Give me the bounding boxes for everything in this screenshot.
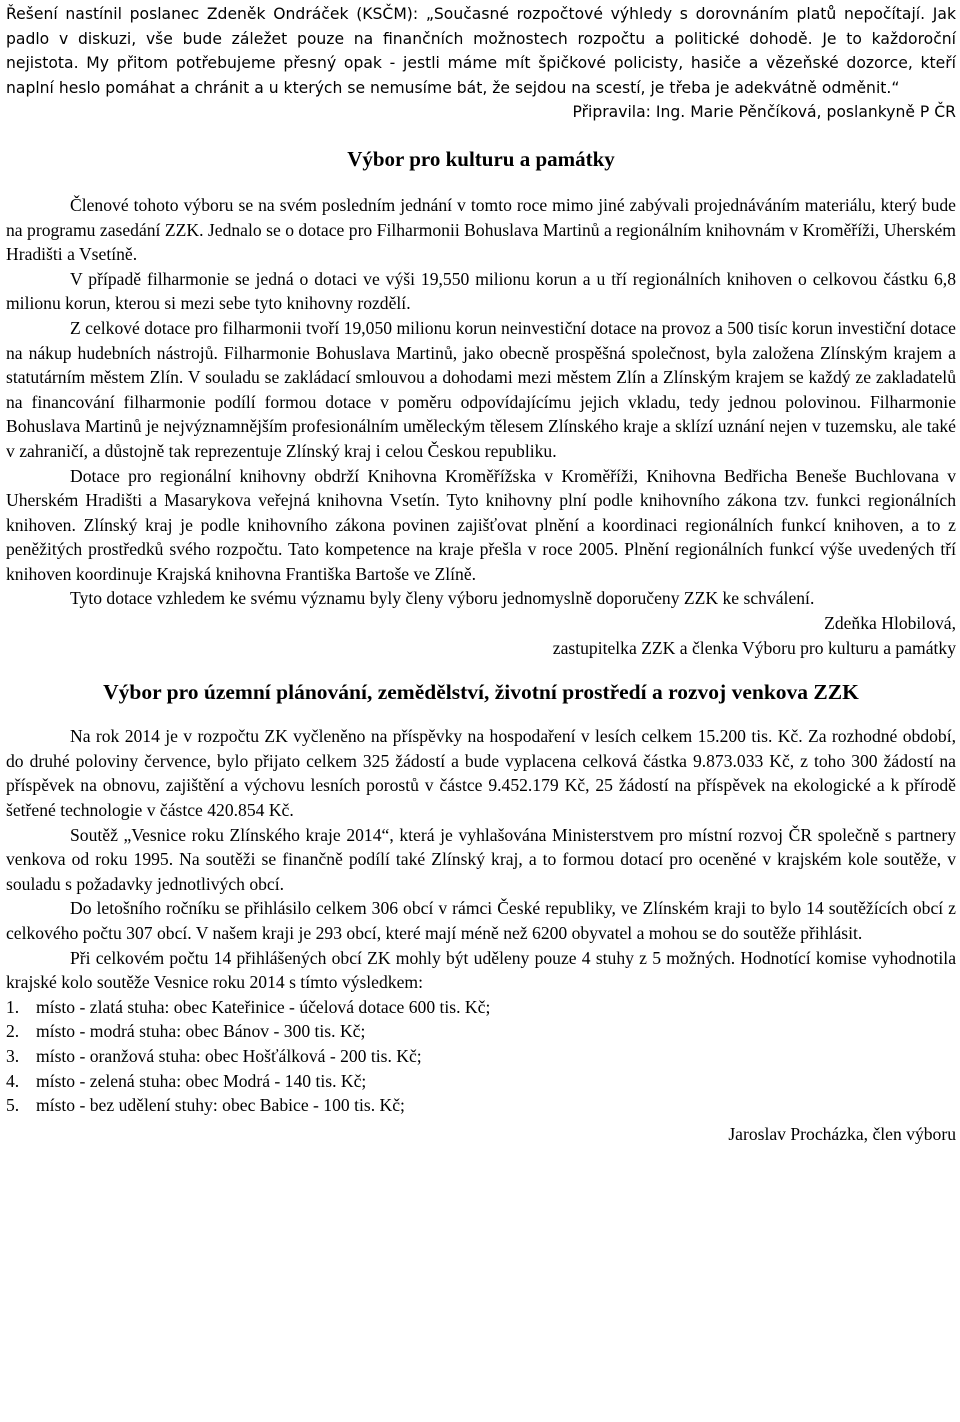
paragraph-budget-quote: Řešení nastínil poslanec Zdeněk Ondráček (KSČM): „Současné rozpočtové výhledy s dorovnáním platů nepočítají. Jak padlo v diskuzi, vše bude záležet pouze na finančních možnostech rozpočtu a politické dohodě. Je to každoroční nejistota. My přitom potřebujeme přesný opak - jestli máme mít špičkové policisty, hasiče a vězeňské dozorce, kteří naplní heslo pomáhat a chránit a u kterých se nemusíme bát, že sejdou na scestí, je třeba je adekvátně odměnit.“ — [6, 5, 956, 97]
list-text: místo - bez udělení stuhy: obec Babice - 100 tis. Kč; — [36, 1095, 405, 1116]
list-text: místo - modrá stuha: obec Bánov - 300 tis. Kč; — [36, 1021, 366, 1042]
list-text: místo - zlatá stuha: obec Kateřinice - účelová dotace 600 tis. Kč; — [36, 996, 491, 1017]
signature-member: Jaroslav Procházka, člen výboru — [728, 1123, 956, 1144]
paragraph: Dotace pro regionální knihovny obdrží Knihovna Kroměřížska v Kroměříži, Knihovna Bedřicha Beneše Buchlovana v Uherském Hradišti a Masarykova veřejná knihovna Vsetín. Tyto knihovny plní podle knihovního zákona tzv. funkci regionálních knihoven. Zlínský kraj je podle knihovního zákona povinen zajišťovat plnění a koordinaci regionálních funkcí knihoven, a to z peněžitých prostředků svého rozpočtu. Tato kompetence na kraje přešla v roce 2005. Plnění regionálních funkcí výše uvedených tří knihoven koordinuje Krajská knihovna Františka Bartoše ve Zlíně. — [6, 465, 956, 584]
author-signature: Připravila: Ing. Marie Pěnčíková, poslankyně P ČR — [572, 103, 956, 122]
paragraph: V případě filharmonie se jedná o dotaci ve výši 19,550 milionu korun a u tří regionálních knihoven o celkovou částku 6,8 milionu korun, kterou si mezi sebe tyto knihovny rozdělí. — [6, 268, 956, 314]
list-item — [6, 995, 956, 1020]
paragraph: Při celkovém počtu 14 přihlášených obcí ZK mohly být uděleny pouze 4 stuhy z 5 možných. Hodnotící komise vyhodnotila krajské kolo soutěže Vesnice roku 2014 s tímto výsledkem: — [6, 947, 956, 993]
list-number: 4. — [6, 1070, 20, 1091]
paragraph: Do letošního ročníku se přihlásilo celkem 306 obcí v rámci České republiky, ve Zlínském kraji to bylo 14 soutěžících obcí z celkového počtu 307 obcí. V našem kraji je 293 obcí, které mají méně než 6200 obyvatel a mohou se do soutěže přihlásit. — [6, 898, 956, 943]
list-item — [6, 1019, 956, 1044]
paragraph: Z celkové dotace pro filharmonii tvoří 19,050 milionu korun neinvestiční dotace na provoz a 500 tisíc korun investiční dotace na nákup hudebních nástrojů. Filharmonie Bohuslava Martinů, jako obecně prospěšná společnost, byla založena Zlínským krajem a statutárním městem Zlín. V souladu se zakládací smlouvou a dohodami mezi městem Zlín a Zlínským krajem se každý ze zakladatelů na financování filharmonie podílí formou dotace v poměru odpovídajícímu jejich vkladu, tedy jednou polovinou. Filharmonie Bohuslava Martinů je nejvýznamnějším profesionálním uměleckým tělesem Zlínského kraje a sklízí uznání nejen v tuzemsku, ale také v zahraničí, a důstojně tak reprezentuje Zlínský kraj i celou Českou republiku. — [6, 317, 956, 461]
list-item — [6, 1093, 956, 1118]
list-item — [6, 1044, 956, 1069]
results-list — [6, 995, 956, 1118]
list-number: 1. — [6, 996, 20, 1017]
list-number: 2. — [6, 1021, 20, 1042]
list-item — [6, 1069, 956, 1094]
list-number: 3. — [6, 1045, 20, 1066]
list-text: místo - oranžová stuha: obec Hošťálková - 200 tis. Kč; — [36, 1045, 422, 1066]
paragraph: Soutěž „Vesnice roku Zlínského kraje 2014“, která je vyhlašována Ministerstvem pro místní rozvoj ČR společně s partnery venkova od roku 1995. Na soutěži se finančně podílí také Zlínský kraj, a to formou dotací pro oceněné v krajském kole soutěže, v souladu s požadavky jednotlivých obcí. — [6, 824, 956, 894]
paragraph: Členové tohoto výboru se na svém posledním jednání v tomto roce mimo jiné zabývali projednáváním materiálu, který bude na programu zasedání ZZK. Jednalo se o dotace pro Filharmonii Bohuslava Martinů a regionálním knihovnám v Kroměříži, Uherském Hradišti a Vsetíně. — [6, 194, 956, 265]
section-heading-planning: Výbor pro územní plánování, zemědělství, životní prostředí a rozvoj venkova ZZK — [103, 680, 859, 705]
list-number: 5. — [6, 1095, 20, 1116]
paragraph: Na rok 2014 je v rozpočtu ZK vyčleněno na příspěvky na hospodaření v lesích celkem 15.200 tis. Kč. Za rozhodné období, do druhé poloviny července, bylo přijato celkem 325 žádostí a bude vyplacena celková částka 9.873.033 Kč, z toho 300 žádostí na příspěvek na obnovu, zajištění a výchovu lesních porostů v částce 9.452.179 Kč, 25 žádostí na příspěvek na ekologické a k přírodě šetřené technologie v částce 420.854 Kč. — [6, 726, 956, 821]
section-heading-culture: Výbor pro kulturu a památky — [347, 146, 615, 171]
signature-name: Zdeňka Hlobilová, — [824, 613, 956, 634]
list-text: místo - zelená stuha: obec Modrá - 140 tis. Kč; — [36, 1070, 367, 1091]
signature-role: zastupitelka ZZK a členka Výboru pro kulturu a památky — [552, 637, 956, 658]
paragraph: Tyto dotace vzhledem ke svému významu byly členy výboru jednomyslně doporučeny ZZK ke schválení. — [70, 588, 815, 609]
